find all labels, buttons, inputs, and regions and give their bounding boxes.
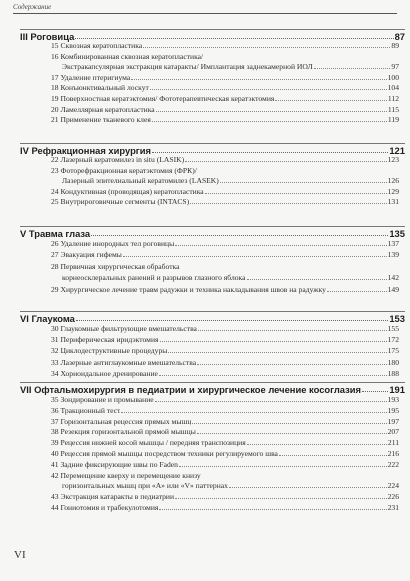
entry-title: 21 Применение тканевого клея xyxy=(51,115,151,125)
section-page: 191 xyxy=(389,384,405,395)
entry-page: 207 xyxy=(387,427,399,437)
dot-leader xyxy=(229,487,387,488)
toc-entry xyxy=(51,115,399,125)
toc-entry xyxy=(51,285,399,295)
entry-page: 126 xyxy=(387,176,399,186)
entry-page: 224 xyxy=(387,481,399,491)
entry-page: 104 xyxy=(387,83,399,93)
running-head: Содержание xyxy=(13,3,52,11)
toc-entry xyxy=(51,406,399,416)
entry-title: 24 Кондуктивная (проводящая) кератопластика xyxy=(51,186,204,196)
dot-leader xyxy=(275,100,387,101)
toc-entry xyxy=(51,197,399,207)
entry-title: 32 Циклодеструктивные процедуры xyxy=(51,346,168,356)
toc-entry-continuation xyxy=(62,273,399,283)
entry-title: 33 Лазерные антиглаукомные вмешательства xyxy=(51,357,197,367)
toc-entry xyxy=(51,427,399,437)
dot-leader xyxy=(150,89,387,90)
section-title: IV Рефракционная хирургия xyxy=(20,145,151,156)
toc-entry xyxy=(51,262,399,272)
entry-page: 100 xyxy=(387,72,399,82)
toc-entry xyxy=(51,41,399,51)
toc-entry xyxy=(51,358,399,368)
entry-title: 29 Хирургическое лечение травм радужки и техника накладывания швов на радужку xyxy=(51,284,326,294)
toc-entry-continuation xyxy=(62,62,399,72)
dot-leader xyxy=(121,412,386,413)
entry-title: 19 Поверхностная кератэктомия/ Фототерапевтическая кератэктомия xyxy=(51,94,275,103)
dot-leader xyxy=(362,391,388,392)
dot-leader xyxy=(168,352,386,353)
entry-page: 195 xyxy=(387,405,399,415)
dot-leader xyxy=(190,203,386,204)
entry-title: 43 Экстракция катаракты в педиатрии xyxy=(51,492,175,502)
entry-title: 44 Гониотомия и трабекулотомия xyxy=(51,503,159,512)
entry-title: 26 Удаление инородных тел роговицы xyxy=(51,239,175,248)
entry-page: 123 xyxy=(387,155,399,164)
toc-entry xyxy=(51,335,399,345)
section-heading xyxy=(20,311,405,324)
dot-leader xyxy=(175,498,387,499)
entry-title: 15 Сквозная кератопластика xyxy=(51,41,143,50)
entry-title: 16 Комбинированная сквозная кератопластика/ xyxy=(51,51,204,61)
entry-title: горизонтальных мышц при «A» или «V» паттернах xyxy=(62,481,228,491)
dot-leader xyxy=(76,320,388,321)
toc-entry xyxy=(51,417,399,427)
entry-page: 155 xyxy=(387,324,399,333)
entry-title: 30 Глаукомные фильтрующие вмешательства xyxy=(51,324,197,333)
toc-entry xyxy=(51,369,399,379)
toc-entry xyxy=(51,83,399,93)
entry-title: 25 Внутрироговичные сегменты (INTACS) xyxy=(51,197,190,207)
entry-title: 17 Удаление птеригиума xyxy=(51,72,131,82)
dot-leader xyxy=(75,38,393,39)
entry-page: 89 xyxy=(391,41,399,50)
entry-title: Лазерный эпителиальный кератомилез (LASEK) xyxy=(62,176,219,186)
entry-title: 18 Конъюнктивальный лоскут xyxy=(51,83,149,93)
toc-entry-continuation xyxy=(62,176,399,186)
dot-leader xyxy=(314,68,391,69)
dot-leader xyxy=(152,121,387,122)
dot-leader xyxy=(160,341,387,342)
entry-title: 31 Периферическая иридэктомия xyxy=(51,335,159,345)
dot-leader xyxy=(197,433,387,434)
toc-entry xyxy=(51,250,399,260)
entry-title: 37 Горизонтальная рецессия прямых мышц xyxy=(51,416,192,426)
dot-leader xyxy=(198,330,387,331)
entry-page: 211 xyxy=(387,438,399,448)
toc-entry xyxy=(51,503,399,513)
toc-entry xyxy=(51,73,399,83)
entry-title: 35 Зондирование и промывание xyxy=(51,395,154,404)
toc-entry xyxy=(51,239,399,249)
entry-title: 39 Рецессия нижней косой мышцы / передняя транспозиция xyxy=(51,438,246,448)
entry-title: 22 Лазерный кератомилез in situ (LASIK) xyxy=(51,155,185,164)
section-title: V Травма глаза xyxy=(20,228,91,239)
toc-entry xyxy=(51,94,399,104)
entry-page: 226 xyxy=(387,492,399,502)
section-page: 153 xyxy=(389,313,405,324)
entry-title: 42 Перемещение кверху и перемещение книзу xyxy=(51,470,201,480)
dot-leader xyxy=(143,47,390,48)
entry-page: 112 xyxy=(387,94,399,103)
dot-leader xyxy=(152,152,388,153)
dot-leader xyxy=(179,466,387,467)
section-page: 87 xyxy=(394,31,405,42)
toc-entry xyxy=(51,166,399,176)
toc-entry xyxy=(51,52,399,62)
dot-leader xyxy=(247,444,387,445)
entry-page: 115 xyxy=(387,104,399,114)
section-heading xyxy=(20,382,405,395)
entry-title: 40 Рецессия прямой мышцы посредством техники регулируемого шва xyxy=(51,449,278,458)
dot-leader xyxy=(327,291,387,292)
toc-entry xyxy=(51,346,399,356)
dot-leader xyxy=(159,509,386,510)
entry-page: 193 xyxy=(387,395,399,404)
dot-leader xyxy=(220,182,387,183)
section-title: VI Глаукома xyxy=(20,313,75,324)
entry-page: 142 xyxy=(387,273,399,283)
dot-leader xyxy=(123,256,387,257)
entry-page: 139 xyxy=(387,250,399,260)
toc-entry xyxy=(51,105,399,115)
toc-entry xyxy=(51,324,399,334)
dot-leader xyxy=(156,111,387,112)
entry-page: 197 xyxy=(387,416,399,426)
section-page: 121 xyxy=(389,145,405,156)
toc-entry xyxy=(51,471,399,481)
entry-page: 222 xyxy=(387,459,399,469)
entry-page: 131 xyxy=(387,197,399,207)
dot-leader xyxy=(91,235,388,236)
section-title: III Роговица xyxy=(20,31,75,42)
entry-title: 27 Эвакуация гифемы xyxy=(51,250,122,260)
entry-page: 180 xyxy=(387,357,399,367)
section-heading xyxy=(20,226,405,239)
entry-title: Экстракапсулярная экстракция катаракты/ Имплантация заднекамерной ИОЛ xyxy=(62,62,313,72)
entry-page: 175 xyxy=(387,346,399,356)
toc-entry xyxy=(51,187,399,197)
toc-entry xyxy=(51,460,399,470)
dot-leader xyxy=(185,161,386,162)
toc-entry xyxy=(51,155,399,165)
entry-title: 41 Задние фиксирующие швы по Faden xyxy=(51,459,178,469)
entry-title: 38 Резекция горизонтальной прямой мышцы xyxy=(51,427,196,437)
dot-leader xyxy=(279,455,387,456)
page-number: VI xyxy=(14,549,26,561)
entry-page: 149 xyxy=(387,284,399,294)
entry-title: 20 Ламеллярная кератопластика xyxy=(51,104,155,114)
toc-entry xyxy=(51,395,399,405)
toc-entry xyxy=(51,449,399,459)
entry-page: 119 xyxy=(387,115,399,125)
section-page: 135 xyxy=(389,228,405,239)
entry-page: 216 xyxy=(387,449,399,458)
toc-entry xyxy=(51,492,399,502)
dot-leader xyxy=(159,375,387,376)
dot-leader xyxy=(131,79,386,80)
dot-leader xyxy=(247,279,387,280)
entry-page: 172 xyxy=(387,335,399,345)
dot-leader xyxy=(205,193,387,194)
entry-page: 188 xyxy=(387,368,399,378)
dot-leader xyxy=(197,364,387,365)
section-title: VII Офтальмохирургия в педиатрии и хирургическое лечение косоглазия xyxy=(20,384,361,395)
toc-entry xyxy=(51,438,399,448)
dot-leader xyxy=(155,401,387,402)
entry-page: 97 xyxy=(391,62,399,72)
dot-leader xyxy=(192,423,386,424)
entry-page: 137 xyxy=(387,239,399,248)
toc-entry-continuation xyxy=(62,481,399,491)
entry-title: 34 Хориоидальное дренирование xyxy=(51,368,158,378)
entry-title: 36 Тракционный тест xyxy=(51,405,121,415)
entry-title: 23 Фоторефракционная кератэктомия (ФРК)/ xyxy=(51,165,197,175)
entry-title: 28 Первичная хирургическая обработка xyxy=(51,261,180,271)
entry-page: 129 xyxy=(387,186,399,196)
dot-leader xyxy=(175,245,386,246)
entry-page: 231 xyxy=(387,503,399,512)
entry-title: корнеосклеральных ранений и разрывов глазного яблока xyxy=(62,273,246,283)
